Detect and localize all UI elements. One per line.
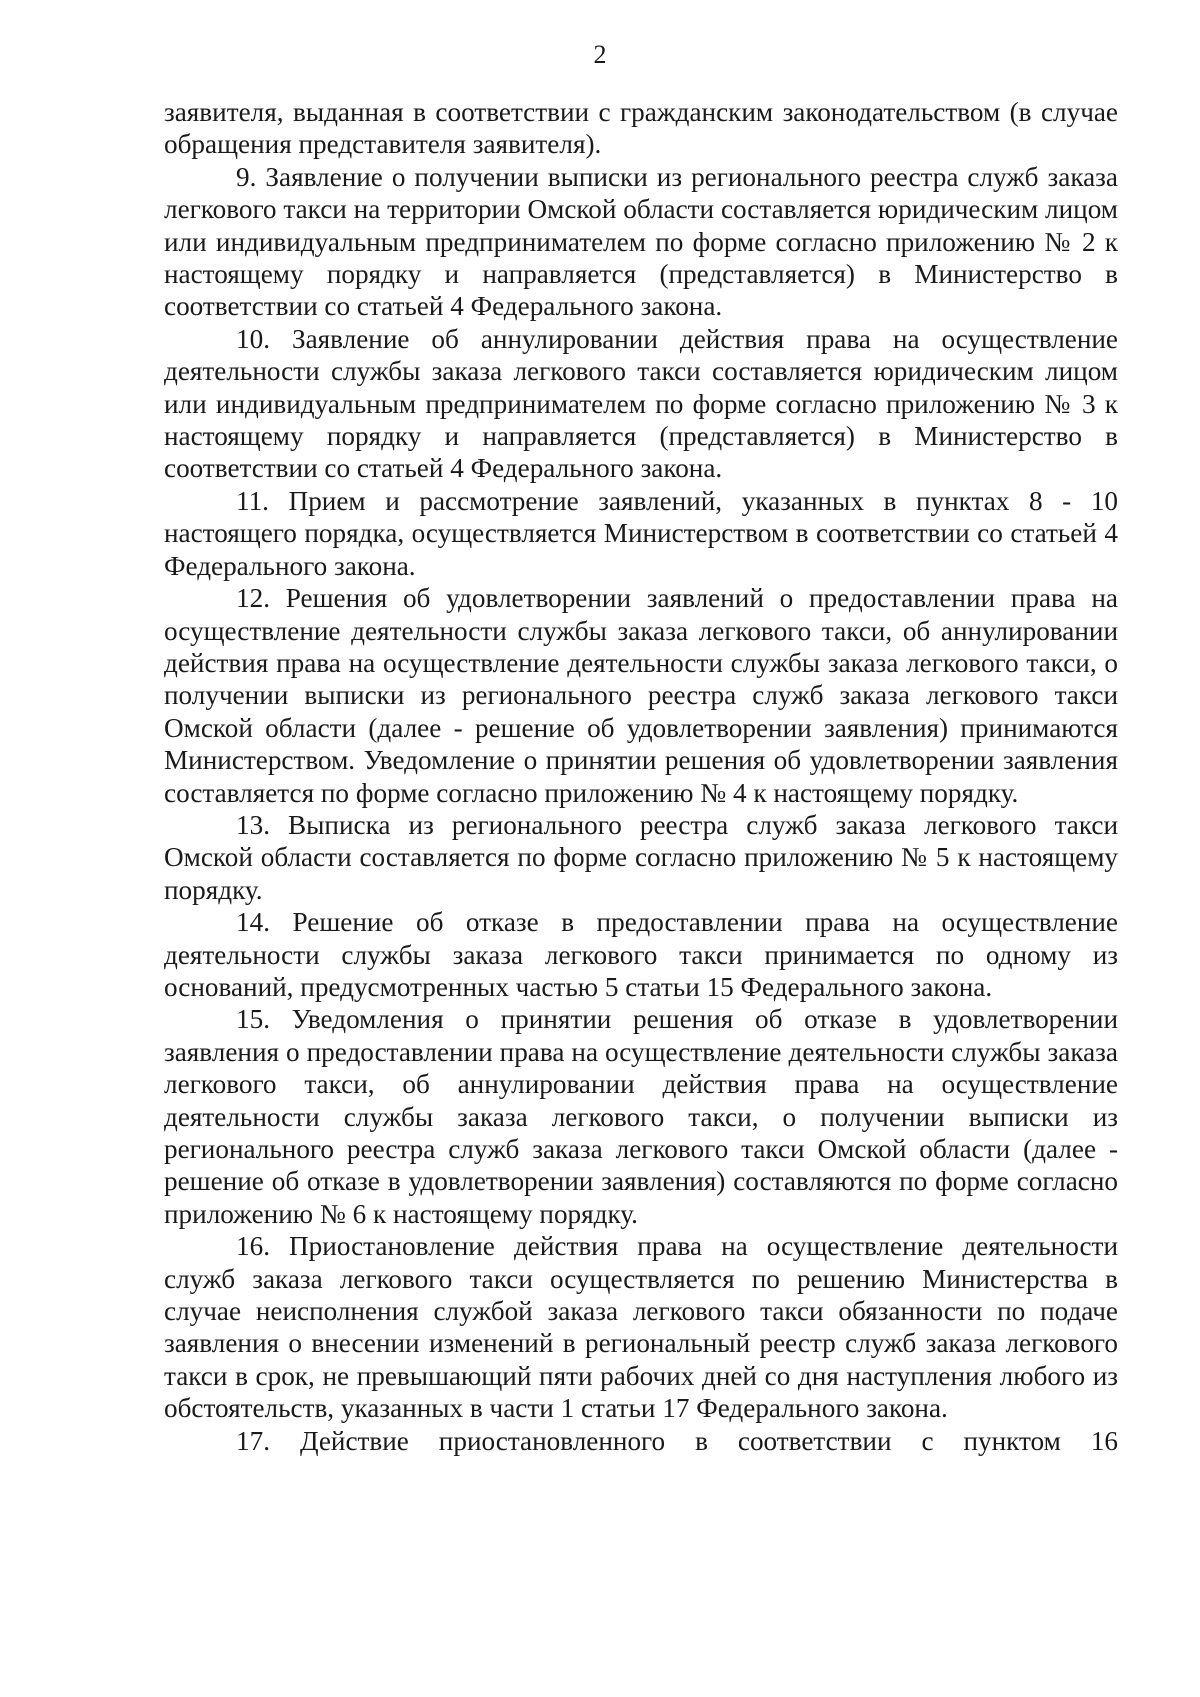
paragraph-14: 14. Решение об отказе в предоставлении права на осуществление деятельности службы заказа легкового такси принимается по одному из оснований, предусмотренных частью 5 статьи 15 Федерального закона. <box>164 907 1118 1002</box>
paragraph-12: 12. Решения об удовлетворении заявлений о предоставлении права на осуществление деятельности службы заказа легкового такси, об аннулировании действия права на осуществление деятельности службы заказа легкового такси, о получении выписки из регионального реестра служб заказа легкового такси Омской области (далее - решение об удовлетворении заявления) принимаются Министерством. Уведомление о принятии решения об удовлетворении заявления составляется по форме согласно приложению № 4 к настоящему порядку. <box>164 583 1118 808</box>
document-body <box>164 96 1118 1457</box>
paragraph-16: 16. Приостановление действия права на осуществление деятельности служб заказа легкового такси осуществляется по решению Министерства в случае неисполнения службой заказа легкового такси обязанности по подаче заявления о внесении изменений в региональный реестр служб заказа легкового такси в срок, не превышающий пяти рабочих дней со дня наступления любого из обстоятельств, указанных в части 1 статьи 17 Федерального закона. <box>164 1231 1118 1424</box>
page-number: 2 <box>593 40 607 69</box>
paragraph-13: 13. Выписка из регионального реестра служб заказа легкового такси Омской области составляется по форме согласно приложению № 5 к настоящему порядку. <box>164 809 1118 905</box>
paragraph-9: 9. Заявление о получении выписки из регионального реестра служб заказа легкового такси на территории Омской области составляется юридическим лицом или индивидуальным предпринимателем по форме согласно приложению № 2 к настоящему порядку и направляется (представляется) в Министерство в соответствии со статьей 4 Федерального закона. <box>164 161 1118 322</box>
paragraph-10: 10. Заявление об аннулировании действия права на осуществление деятельности службы заказа легкового такси составляется юридическим лицом или индивидуальным предпринимателем по форме согласно приложению № 3 к настоящему порядку и направляется (представляется) в Министерство в соответствии со статьей 4 Федерального закона. <box>164 323 1118 484</box>
paragraph-15: 15. Уведомления о принятии решения об отказе в удовлетворении заявления о предоставлении права на осуществление деятельности службы заказа легкового такси, об аннулировании действия права на осуществление деятельности службы заказа легкового такси, о получении выписки из регионального реестра служб заказа легкового такси Омской области (далее - решение об отказе в удовлетворении заявления) составляются по форме согласно приложению № 6 к настоящему порядку. <box>164 1004 1118 1229</box>
paragraph-17: 17. Действие приостановленного в соответствии с пунктом 16 <box>236 1425 1118 1456</box>
paragraph-11: 11. Прием и рассмотрение заявлений, указанных в пунктах 8 - 10 настоящего порядка, осуществляется Министерством в соответствии со статьей 4 Федерального закона. <box>164 485 1118 581</box>
paragraph-continuation: заявителя, выданная в соответствии с гражданским законодательством (в случае обращения представителя заявителя). <box>164 97 1118 160</box>
